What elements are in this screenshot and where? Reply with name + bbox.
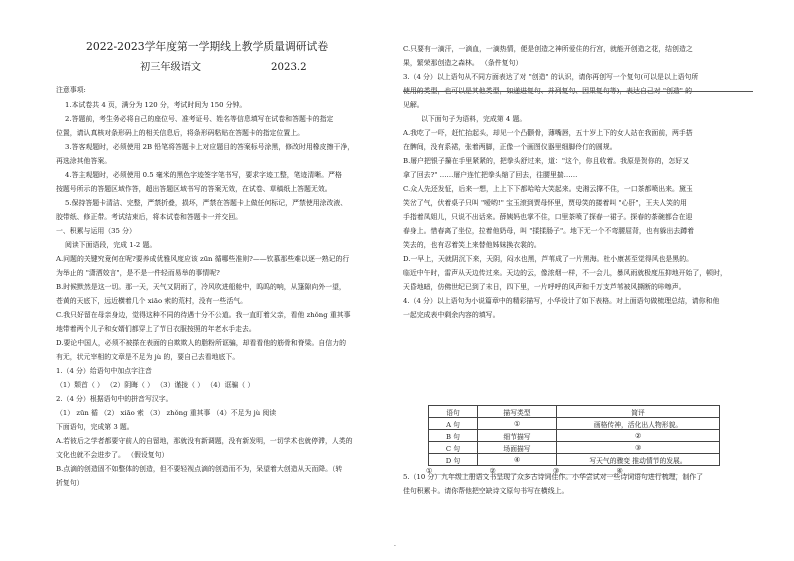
- left-text-line: 胶带纸、修正带。考试结束后，将本试卷和答题卡一并交回。: [56, 213, 243, 221]
- left-text-line: 1.本试卷共 4 页，满分为 120 分，考试时间为 150 分钟。: [65, 101, 247, 109]
- left-text-line: 折复句）: [56, 479, 84, 487]
- right-text-line: C.只要有一滴汗，一滴血，一滴热情，便是创造之神所爱住的行宫，就能开创造之花，结创造之: [403, 45, 693, 53]
- table-cell: ①: [478, 418, 557, 430]
- left-text-line: （1）颓首（ ） （2）阴晦（ ） （3）谨拢（ ） （4）诓骗（ ）: [56, 381, 255, 389]
- exam-title: 2022-2023学年度第一学期线上教学质量调研试卷: [86, 40, 329, 53]
- table-cell: A 句: [429, 418, 478, 430]
- right-text-line: 佳句积累卡。请你帮他把空缺诗文原句书写在横线上。: [403, 487, 569, 495]
- table-row: [429, 442, 720, 454]
- right-text-line: 拿了回去?" ……屠户连忙把拳头缩了回去，往腰里揣……: [403, 171, 578, 179]
- table-cell: ③: [557, 442, 720, 454]
- right-text-line: 使用的类型，也可以是其他类型，如递进复句、并列复句、因果复句等)，表达自己对 "创造" 的: [403, 87, 693, 95]
- left-text-line: B.点滴的创造固不如整体的创造，但不要轻视点滴的创造而不为，呆望着大创造从天而降。（转: [56, 465, 343, 473]
- answer-line: [403, 91, 753, 92]
- table-cell: 画格传神，活化出人物形貌。: [557, 418, 720, 430]
- right-text-line: 果，繁荣那创造之森林。 （条件复句）: [403, 59, 523, 67]
- left-text-line: 2.答题前，考生务必将自己的座位号、准考证号、姓名等信息填写在试卷和答题卡的指定: [65, 115, 334, 123]
- left-text-line: 4.答主观题时，必须使用 0.5 毫米的黑色字迹签字笔书写，要求字迹工整，笔迹清晰。严格: [65, 171, 342, 179]
- table-header-cell: 简评: [557, 406, 720, 418]
- left-text-line: 一、积累与运用（35 分）: [56, 227, 136, 235]
- exam-subtitle-date: 2023.2: [271, 62, 307, 73]
- right-text-line: 天昏地暗，仿佛世纪已到了末日，四下里，一片呼呼的风声和千万支芦苇被风撕断的咔嚓声。: [403, 283, 686, 291]
- left-text-line: 5.保持答题卡清洁、完整，严禁折叠，损坏，严禁在答题卡上做任何标记，严禁使用涂改液、: [65, 199, 348, 207]
- right-text-line: 一起完成表中剩余内容的填写。: [403, 311, 500, 319]
- left-text-line: 苍黄的天底下，远近横着几个 xiāo 索的荒村，没有一些活气。: [56, 297, 247, 305]
- left-text-line: 注意事项:: [56, 86, 86, 94]
- answer-blanks: ①________________ ②________________ ③________________ ④________________: [426, 467, 678, 475]
- left-text-line: 文化也就不会进步了。 （假设复句）: [56, 451, 169, 459]
- right-text-line: 春身上。惜春离了坐位，拉着他奶母，叫 "揉揉肠子"。地下无一个不弯腰屈背，也有躲出去蹲着: [403, 227, 695, 235]
- table-row: [429, 430, 720, 442]
- description-table: [428, 405, 720, 466]
- left-text-line: 再选涂其他答案。: [56, 157, 112, 165]
- left-text-line: 有无，状元宰相的文章是不足为 jù 的，要自己去看地底下。: [56, 353, 240, 361]
- page-dot: .: [394, 541, 396, 548]
- right-text-line: 3.（4 分）以上语句从不同方面表达了对 "创造" 的认识，请你再创写一个复句(可以是以上语句所: [403, 73, 699, 81]
- right-text-line: A.我吃了一吓，赶忙抬起头，却见一个凸颧骨，薄嘴唇，五十岁上下的女人站在我面前，两手搭: [403, 129, 693, 137]
- left-text-line: 阅读下面语段，完成 1-2 题。: [65, 241, 157, 249]
- right-text-line: B.屠户把银子攥在手里紧紧的，把拳头舒过来，道："这个，你且收着。我原是贺你的，怎好又: [403, 157, 690, 165]
- table-cell: ②: [557, 430, 720, 442]
- left-text-line: 1.（4 分）给语句中加点字注音: [56, 367, 152, 375]
- left-text-line: 为举止的 "潇洒姣言"，是不是一件轻而易举的事情呢?: [56, 269, 220, 277]
- right-text-line: 4.（4 分）以上语句为小说篇章中的精彩描写，小华设计了如下表格。对上面语句做梳理总结，请你和他: [403, 297, 720, 305]
- right-text-line: 笑去的，也有忍着笑上来替他姊妹换衣裳的。: [403, 241, 541, 249]
- left-text-line: A.若彼后之学者都要守前人的自留地，那就没有新调题，没有新发明，一切学术也就停滞，人类的: [56, 437, 353, 445]
- right-text-line: 见解。: [403, 101, 424, 109]
- left-text-line: （1） zūn 循 （2） xiāo 索 （3） zhǒng 重其事 （4）不足为 jù 阅读: [56, 409, 277, 417]
- right-text-line: D.一早上，天就阴沉下来，天阴，闷水也黑，芦苇成了一片黑海。杜小康甚至觉得风也是黑的。: [403, 255, 693, 263]
- left-text-line: 下面语句，完成第 3 题。: [56, 423, 134, 431]
- table-cell: B 句: [429, 430, 478, 442]
- left-text-line: 3.答客观题时，必须使用 2B 铅笔将答题卡上对应题目的答案标号涂黑，修改时用橡皮擦干净，: [65, 143, 355, 151]
- right-text-line: 在髀间，没有系裙，张着两脚，正像一个画图仪器里细脚伶仃的圆规。: [403, 143, 617, 151]
- left-text-line: 位置，请认真核对条形码上的相关信息后，将条形码粘贴在答题卡的指定位置上。: [56, 129, 305, 137]
- left-text-line: C.我只好留在母亲身边，觉得这种不同的待遇十分不公道。我一直盯着父亲，看他 zhǒng 重其事: [56, 311, 351, 319]
- table-header-cell: 描写类型: [478, 406, 557, 418]
- right-text-line: 手指着凤姐儿，只说不出话来。薛姨妈也掌不住，口里茶喷了探春一裙子。探春的茶碗都合在迎: [403, 213, 693, 221]
- left-text-line: 2.（4 分）根据语句中的拼音写汉字。: [56, 395, 173, 403]
- table-header-cell: 语句: [429, 406, 478, 418]
- right-text-line: 5.（10 分）九年级上册语文书呈现了众多古诗词佳作。小华尝试对一些诗词语句进行梳理，制作了: [403, 473, 704, 481]
- table-cell: C 句: [429, 442, 478, 454]
- table-cell: D 句: [429, 454, 478, 466]
- exam-subtitle-grade: 初三年级语文: [140, 62, 202, 73]
- table-cell: 场面描写: [478, 442, 557, 454]
- left-text-line: 按题号所示的答题区域作答，超出答题区域书写的答案无效，在试卷、草稿纸上答题无效。: [56, 185, 332, 193]
- left-text-line: A.问题的关键究竟何在呢?要养成优雅风度应该 zūn 循哪些准则?——钦慕那些难以逐一熟记的行: [56, 255, 350, 263]
- right-text-line: 笑岔了气，伏着桌子只叫 "嗳哟!" 宝玉滚到贾母怀里，贾母笑的搂着叫 "心肝"，王夫人笑的用: [403, 199, 687, 207]
- left-text-line: B.时候默然是这一切。那一天，天气又阴雨了，冷风吹进船舱中，呜呜的响，从篷隙向外一望，: [56, 283, 346, 291]
- right-text-line: C.众人先还发怔，后来一想，上上下下都哈哈大笑起来。史湘云撑不住，一口茶都喷出来。黛玉: [403, 185, 693, 193]
- right-text-line: 以下面句子为语料，完成第 4 题。: [421, 115, 527, 123]
- table-cell: ④: [478, 454, 557, 466]
- left-text-line: 地带着两个儿子和女婿们都穿上了节日衣服按照的年老水手走去。: [56, 325, 256, 333]
- table-cell: 细节描写: [478, 430, 557, 442]
- left-text-line: D.要论中国人，必须不被搽在表面的自欺欺人的脂粉所诓骗，却看看他的筋骨和脊梁。自信力的: [56, 339, 346, 347]
- table-cell: 写天气的骤变 推动情节的发展。: [557, 454, 720, 466]
- table-row: [429, 454, 720, 466]
- right-text-line: 临近中午时，雷声从天边传过来。天边的云，像浓烟一样，不一会儿，暴风雨就极度压抑地开始了，顿时，: [403, 269, 727, 277]
- table-row: [429, 418, 720, 430]
- table-header-row: [429, 406, 720, 418]
